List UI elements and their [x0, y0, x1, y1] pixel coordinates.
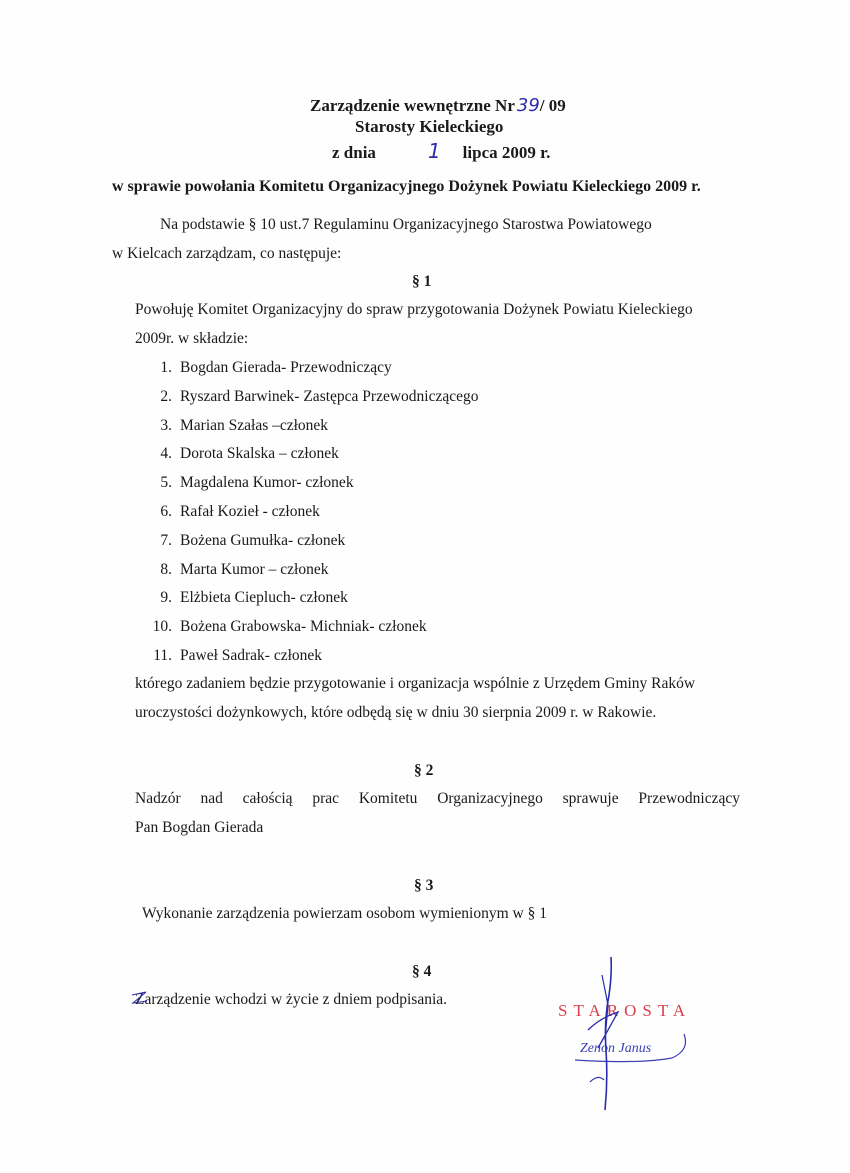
member-entry: Bożena Gumułka- członek [180, 531, 346, 549]
member-entry: Bożena Grabowska- Michniak- członek [180, 618, 427, 636]
order-subject: w sprawie powołania Komitetu Organizacyjnego Dożynek Powiatu Kieleckiego 2009 r. [112, 178, 701, 195]
member-number: 7. [160, 531, 172, 549]
member-number: 8. [160, 560, 172, 578]
section-2-line-2: Pan Bogdan Gierada [135, 819, 264, 836]
section-2-word: Przewodniczący [638, 790, 740, 807]
member-number: 3. [160, 416, 172, 434]
stamp-title: STAROSTA [558, 1001, 692, 1020]
section-1-heading: § 1 [412, 273, 432, 290]
order-day-handwritten: 1 [427, 139, 441, 163]
authority-name: Starosty Kieleckiego [355, 117, 504, 136]
member-entry: Paweł Sadrak- członek [180, 647, 323, 664]
order-date-suffix: lipca 2009 r. [462, 143, 551, 162]
member-number: 2. [160, 387, 172, 405]
member-number: 11. [153, 647, 172, 664]
section-4-text: Zarządzenie wchodzi w życie z dniem podpisania. [135, 991, 448, 1008]
member-entry: Elżbieta Ciepluch- członek [180, 589, 348, 607]
order-date [332, 139, 550, 163]
section-2-word: Komitetu [358, 790, 418, 807]
section-2-word: Organizacyjnego [437, 790, 543, 807]
order-date-prefix: z dnia [332, 143, 376, 162]
section-3-text: Wykonanie zarządzenia powierzam osobom wymienionym w § 1 [142, 905, 547, 922]
section-1-outro-line-1: którego zadaniem będzie przygotowanie i organizacja wspólnie z Urzędem Gminy Raków [135, 675, 696, 692]
order-number-handwritten: 39 [516, 95, 540, 116]
member-entry: Bogdan Gierada- Przewodniczący [180, 359, 392, 376]
member-entry: Marta Kumor – członek [180, 560, 329, 578]
section-2-word: całością [242, 790, 293, 807]
order-title-suffix: / 09 [539, 96, 566, 115]
section-2-word: Nadzór [135, 790, 181, 807]
section-1-intro-line-2: 2009r. w składzie: [135, 330, 249, 347]
preamble-line-2: w Kielcach zarządzam, co następuje: [112, 245, 342, 262]
preamble-line-1: Na podstawie § 10 ust.7 Regulaminu Organizacyjnego Starostwa Powiatowego [160, 216, 652, 233]
order-title-prefix: Zarządzenie wewnętrzne Nr [310, 96, 515, 115]
section-2-word: nad [200, 790, 223, 807]
member-entry: Dorota Skalska – członek [180, 445, 339, 463]
member-entry: Rafał Kozieł - członek [180, 503, 320, 520]
member-number: 5. [160, 474, 172, 492]
member-number: 6. [160, 503, 172, 520]
member-entry: Marian Szałas –członek [180, 416, 329, 434]
section-2-line-1 [135, 790, 740, 808]
section-1-outro-line-2: uroczystości dożynkowych, które odbędą się w dniu 30 sierpnia 2009 r. w Rakowie. [135, 704, 657, 721]
member-number: 10. [152, 618, 172, 636]
stamp-name: Zenon Janus [580, 1041, 652, 1056]
section-2-word: sprawuje [562, 790, 619, 807]
member-entry: Magdalena Kumor- członek [180, 474, 354, 492]
section-1-intro-line-1: Powołuję Komitet Organizacyjny do spraw przygotowania Dożynek Powiatu Kieleckiego [135, 301, 693, 318]
member-number: 4. [160, 445, 172, 463]
section-3-heading: § 3 [414, 877, 434, 894]
member-entry: Ryszard Barwinek- Zastępca Przewodniczącego [180, 387, 479, 405]
member-number: 9. [160, 589, 172, 607]
section-4-heading: § 4 [412, 963, 432, 980]
section-2-heading: § 2 [414, 762, 434, 779]
order-title [310, 95, 566, 116]
section-2-word: prac [312, 790, 340, 807]
member-number: 1. [160, 359, 172, 376]
